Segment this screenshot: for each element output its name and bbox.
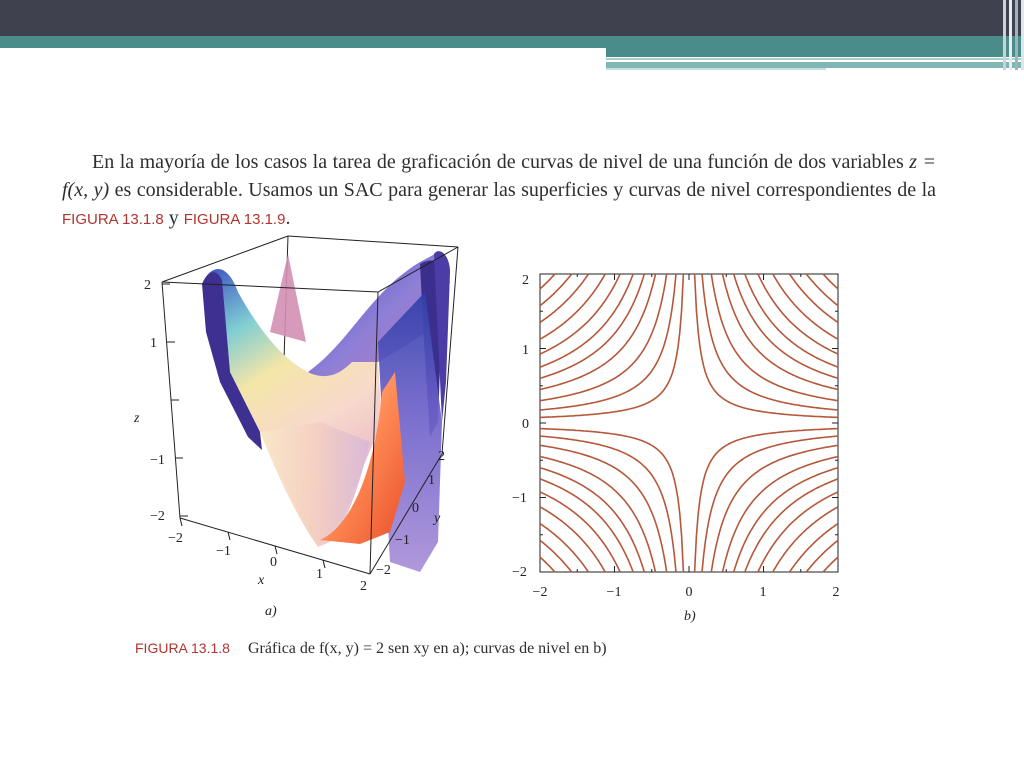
x-tick-label: 1	[316, 567, 323, 582]
y-axis-label: y	[434, 511, 441, 526]
z-tick-label: −2	[150, 509, 165, 524]
z-axis-tick-labels	[144, 278, 165, 524]
paragraph-text: es considerable. Usamos un SAC para generar las superficies y curvas de nivel correspondientes de la	[109, 179, 937, 201]
z-axis-ticks	[162, 284, 188, 516]
surface	[202, 251, 450, 572]
x-axis-tick-labels	[533, 585, 840, 600]
x-axis-label: x	[258, 573, 265, 588]
y-tick-label: 1	[428, 473, 435, 488]
slide-header-bar	[0, 0, 1024, 36]
x-tick-label: −1	[216, 544, 231, 559]
paragraph-text: .	[285, 207, 291, 229]
figure-reference: FIGURA 13.1.8	[62, 211, 164, 228]
y-tick-label: −1	[512, 491, 527, 506]
x-tick-label: −2	[168, 531, 183, 546]
paragraph-text: y	[163, 207, 184, 229]
z-tick-label: 2	[144, 278, 151, 293]
x-tick-label: 2	[360, 579, 367, 594]
header-decor-line	[606, 68, 826, 70]
y-tick-label: −2	[512, 565, 527, 580]
y-tick-label: 2	[522, 273, 529, 288]
x-tick-label: −2	[532, 585, 548, 600]
slide-header-band	[0, 36, 1024, 48]
y-tick-label: −1	[395, 533, 410, 548]
panel-label-b: b)	[684, 609, 696, 624]
panel-label-a: a)	[265, 604, 277, 619]
y-tick-label: 2	[438, 449, 445, 464]
y-tick-label: 0	[522, 417, 529, 432]
y-tick-label: 1	[522, 343, 529, 358]
figure-reference: FIGURA 13.1.9	[183, 211, 286, 228]
x-tick-label: −1	[606, 585, 622, 600]
plot-frame	[540, 274, 838, 572]
z-tick-label: 1	[150, 336, 157, 351]
y-tick-label: −2	[376, 563, 391, 578]
paragraph-text: En la mayoría de los casos la tarea de graficación de curvas de nivel de una función de dos variables	[92, 151, 910, 173]
caption-label: FIGURA 13.1.8	[135, 640, 230, 656]
x-tick-label: 0	[685, 585, 693, 600]
x-axis-ticks	[180, 518, 325, 568]
z-axis-label: z	[134, 411, 140, 426]
z-tick-label: −1	[150, 453, 165, 468]
y-axis-tick-labels	[512, 273, 529, 580]
x-tick-label: 2	[832, 585, 840, 600]
caption-text: Gráfica de f(x, y) = 2 sen xy en a); curvas de nivel en b)	[247, 640, 607, 657]
figure-caption	[135, 637, 935, 660]
header-decor-line	[606, 58, 1024, 60]
slide-header-band-right	[606, 48, 1024, 57]
contour-plot	[500, 260, 860, 630]
x-tick-label: 1	[759, 585, 767, 600]
y-tick-label: 0	[412, 501, 419, 516]
surface-plot	[120, 222, 480, 622]
x-tick-label: 0	[270, 555, 277, 570]
paragraph-math: z = f(x, y)	[62, 151, 937, 201]
header-corner-stripes	[990, 0, 1024, 70]
